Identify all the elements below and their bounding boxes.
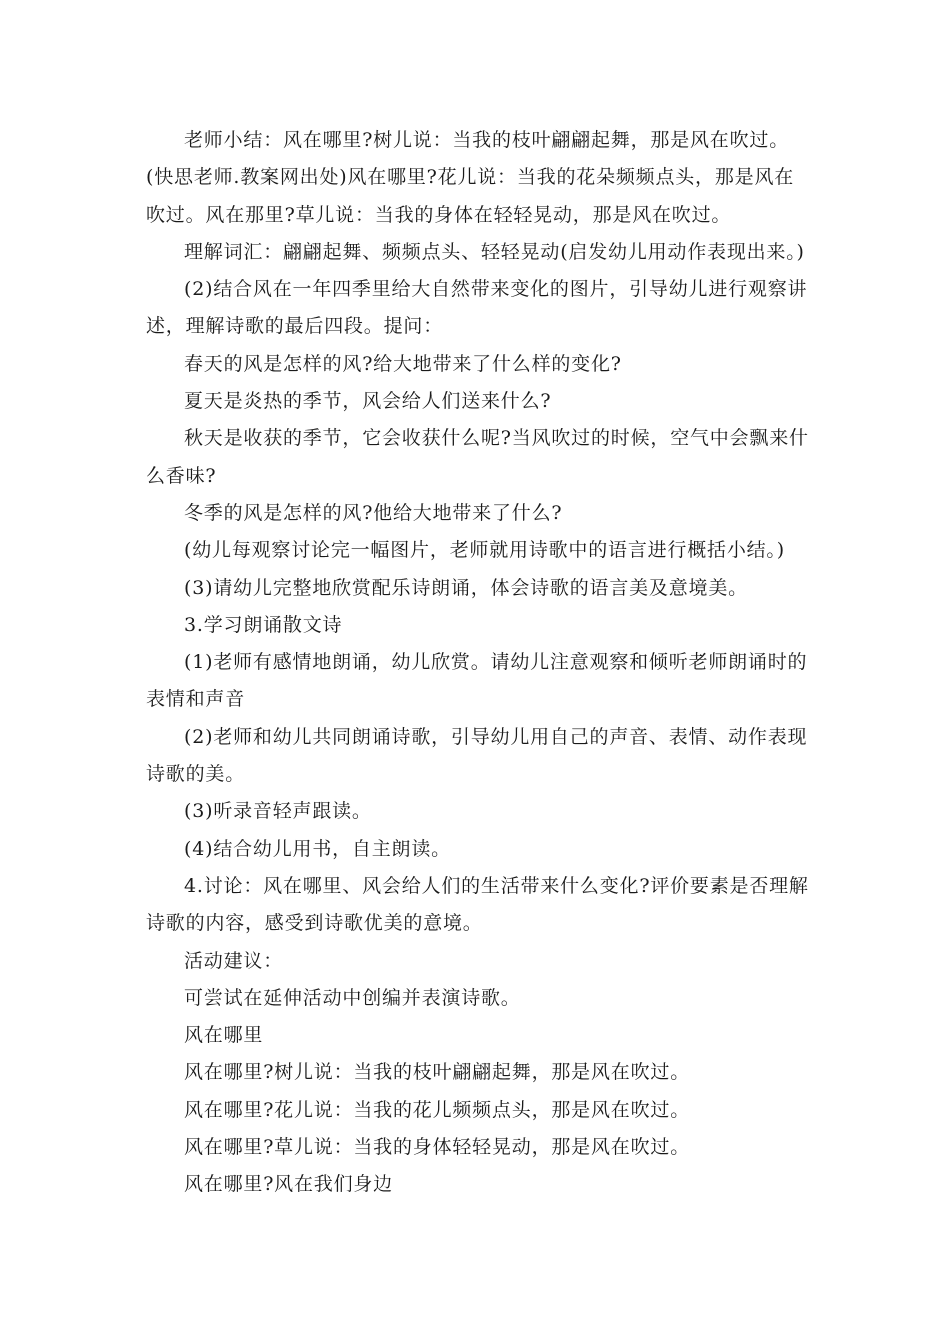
paragraph-autumn-question: 秋天是收获的季节，它会收获什么呢?当风吹过的时候，空气中会飘来什么香味? <box>146 427 809 487</box>
paragraph-suggestion: 可尝试在延伸活动中创编并表演诗歌。 <box>184 986 521 1009</box>
paragraph-follow-recording: (3)听录音轻声跟读。 <box>184 800 372 823</box>
paragraph-discussion: 4.讨论：风在哪里、风会给人们的生活带来什么变化?评价要素是否理解诗歌的内容，感受到诗歌优美的意境。 <box>146 874 809 935</box>
poem-line-flower: 风在哪里?花儿说：当我的花儿频频点头，那是风在吹过。 <box>184 1098 690 1121</box>
heading-activity-suggestion: 活动建议： <box>184 949 284 972</box>
paragraph-summer-question: 夏天是炎热的季节，风会给人们送来什么? <box>184 390 552 413</box>
poem-line-tree: 风在哪里?树儿说：当我的枝叶翩翩起舞，那是风在吹过。 <box>184 1061 690 1084</box>
poem-title: 风在哪里 <box>184 1024 264 1047</box>
paragraph-seasons-pictures: (2)结合风在一年四季里给大自然带来变化的图片，引导幼儿进行观察讲述，理解诗歌的最后四段。提问： <box>146 278 808 338</box>
section-heading-recitation: 3.学习朗诵散文诗 <box>184 613 343 636</box>
poem-line-grass: 风在哪里?草儿说：当我的身体轻轻晃动，那是风在吹过。 <box>184 1136 690 1159</box>
paragraph-observation-note: (幼儿每观察讨论完一幅图片，老师就用诗歌中的语言进行概括小结。) <box>184 539 785 562</box>
document-body <box>146 122 810 1204</box>
paragraph-independent-reading: (4)结合幼儿用书，自主朗读。 <box>184 837 451 860</box>
paragraph-spring-question: 春天的风是怎样的风?给大地带来了什么样的变化? <box>184 352 622 375</box>
paragraph-joint-recitation: (2)老师和幼儿共同朗诵诗歌，引导幼儿用自己的声音、表情、动作表现诗歌的美。 <box>146 725 808 786</box>
paragraph-teacher-recites: (1)老师有感情地朗诵，幼儿欣赏。请幼儿注意观察和倾听老师朗诵时的表情和声音 <box>146 651 808 711</box>
paragraph-vocabulary: 理解词汇：翩翩起舞、频频点头、轻轻晃动(启发幼儿用动作表现出来。) <box>184 240 805 263</box>
paragraph-teacher-summary: 老师小结：风在哪里?树儿说：当我的枝叶翩翩起舞，那是风在吹过。(快思老师.教案网出处)风在哪里?花儿说：当我的花朵频频点头，那是风在吹过。风在那里?草儿说：当我的身体在轻轻晃动，那是风在吹过。 <box>146 129 795 226</box>
paragraph-music-recital: (3)请幼儿完整地欣赏配乐诗朗诵，体会诗歌的语言美及意境美。 <box>184 576 748 599</box>
poem-line-around-us: 风在哪里?风在我们身边 <box>184 1173 393 1196</box>
paragraph-winter-question: 冬季的风是怎样的风?他给大地带来了什么? <box>184 501 563 524</box>
